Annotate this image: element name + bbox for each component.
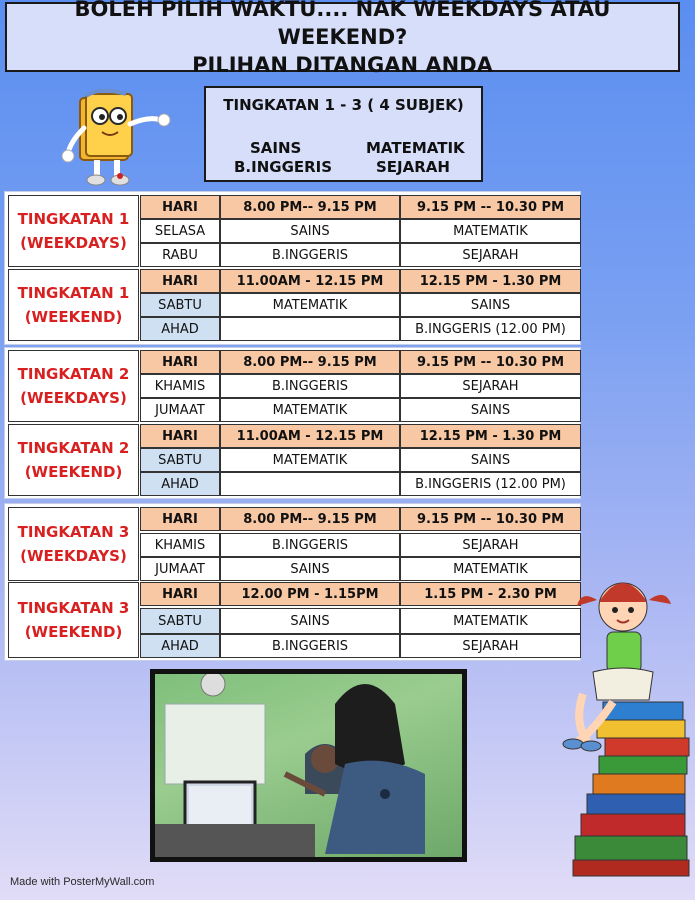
table-row: [140, 243, 581, 267]
table-header-row: [140, 582, 581, 606]
table-header-row: [140, 424, 581, 448]
subject-cell: [220, 472, 400, 496]
subject-binggeris: B.INGGERIS: [234, 158, 333, 176]
book-mascot-illustration: [58, 84, 183, 190]
subjects-header: TINGKATAN 1 - 3 ( 4 SUBJEK): [223, 96, 464, 114]
block-label-level: TINGKATAN 1: [17, 284, 130, 302]
subject-cell: B.INGGERIS: [220, 374, 400, 398]
header-slot-2: 12.15 PM - 1.30 PM: [400, 269, 581, 293]
day-cell: AHAD: [140, 317, 220, 341]
block-label-level: TINGKATAN 3: [17, 523, 130, 541]
table-row: [140, 472, 581, 496]
block-label-period: (WEEKEND): [24, 308, 123, 326]
poster-title: [5, 0, 680, 77]
table-header-row: [140, 507, 581, 531]
table-row: [140, 533, 581, 557]
subject-cell: SAINS: [400, 398, 581, 422]
subject-cell: SAINS: [220, 219, 400, 243]
tingkatan-1-panel: [5, 192, 580, 344]
header-slot-2: 12.15 PM - 1.30 PM: [400, 424, 581, 448]
table-row: [140, 557, 581, 581]
subject-cell: B.INGGERIS: [220, 533, 400, 557]
subject-cell: B.INGGERIS: [220, 634, 400, 658]
table-header-row: [140, 350, 581, 374]
subject-cell: SEJARAH: [400, 533, 581, 557]
table-row: [140, 448, 581, 472]
credit-text: Made with PosterMyWall.com: [10, 876, 155, 888]
header-slot-1: 8.00 PM-- 9.15 PM: [220, 350, 400, 374]
subject-cell: MATEMATIK: [220, 398, 400, 422]
day-cell: AHAD: [140, 634, 220, 658]
schedule-block: [6, 269, 581, 343]
header-slot-2: 1.15 PM - 2.30 PM: [400, 582, 581, 606]
title-line-2: PILIHAN DITANGAN ANDA: [192, 53, 493, 77]
subjects-box: [204, 86, 483, 182]
block-label: [8, 269, 139, 341]
photo-scene: [155, 674, 462, 857]
day-cell: JUMAAT: [140, 398, 220, 422]
block-label-level: TINGKATAN 3: [17, 599, 130, 617]
schedule-block: [6, 424, 581, 498]
table-row: [140, 219, 581, 243]
header-slot-1: 12.00 PM - 1.15PM: [220, 582, 400, 606]
header-hari: HARI: [140, 269, 220, 293]
subject-cell: SEJARAH: [400, 634, 581, 658]
title-line-1: BOLEH PILIH WAKTU.... NAK WEEKDAYS ATAU WEEKEND?: [74, 0, 611, 49]
subject-matematik: MATEMATIK: [366, 139, 465, 157]
subject-cell: B.INGGERIS (12.00 PM): [400, 472, 581, 496]
subject-cell: SEJARAH: [400, 243, 581, 267]
header-slot-2: 9.15 PM -- 10.30 PM: [400, 350, 581, 374]
classroom-photo: [150, 669, 467, 862]
day-cell: SABTU: [140, 608, 220, 634]
subject-cell: MATEMATIK: [400, 608, 581, 634]
header-hari: HARI: [140, 424, 220, 448]
tingkatan-3-panel: [5, 504, 580, 660]
subject-sains: SAINS: [250, 139, 302, 157]
header-slot-1: 11.00AM - 12.15 PM: [220, 424, 400, 448]
subject-cell: MATEMATIK: [220, 293, 400, 317]
table-header-row: [140, 269, 581, 293]
block-label-level: TINGKATAN 1: [17, 210, 130, 228]
block-label-period: (WEEKDAYS): [20, 234, 127, 252]
day-cell: RABU: [140, 243, 220, 267]
day-cell: AHAD: [140, 472, 220, 496]
header-slot-2: 9.15 PM -- 10.30 PM: [400, 195, 581, 219]
photo-illustration: [155, 674, 462, 857]
block-label-period: (WEEKDAYS): [20, 389, 127, 407]
subject-cell: SAINS: [220, 608, 400, 634]
subject-sejarah: SEJARAH: [376, 158, 450, 176]
day-cell: KHAMIS: [140, 374, 220, 398]
header-slot-2: 9.15 PM -- 10.30 PM: [400, 507, 581, 531]
block-label-period: (WEEKDAYS): [20, 547, 127, 565]
table-row: [140, 634, 581, 658]
schedule-block: [6, 582, 581, 658]
block-label-level: TINGKATAN 2: [17, 439, 130, 457]
subject-cell: MATEMATIK: [220, 448, 400, 472]
header-slot-1: 11.00AM - 12.15 PM: [220, 269, 400, 293]
subject-cell: SEJARAH: [400, 374, 581, 398]
block-label-period: (WEEKEND): [24, 623, 123, 641]
block-label: [8, 507, 139, 581]
block-label: [8, 582, 139, 658]
day-cell: JUMAAT: [140, 557, 220, 581]
header-hari: HARI: [140, 582, 220, 606]
subject-cell: SAINS: [400, 293, 581, 317]
girl-reading-on-books-illustration: [553, 562, 693, 880]
schedule-block: [6, 507, 581, 581]
header-slot-1: 8.00 PM-- 9.15 PM: [220, 507, 400, 531]
header-hari: HARI: [140, 195, 220, 219]
block-label: [8, 424, 139, 496]
header-hari: HARI: [140, 507, 220, 531]
block-label: [8, 195, 139, 267]
schedule-block: [6, 350, 581, 424]
schedule-block: [6, 195, 581, 269]
table-header-row: [140, 195, 581, 219]
subject-cell: SAINS: [220, 557, 400, 581]
block-label-period: (WEEKEND): [24, 463, 123, 481]
table-row: [140, 608, 581, 634]
subject-cell: SAINS: [400, 448, 581, 472]
day-cell: SABTU: [140, 293, 220, 317]
table-row: [140, 317, 581, 341]
subject-cell: MATEMATIK: [400, 219, 581, 243]
block-label-level: TINGKATAN 2: [17, 365, 130, 383]
table-row: [140, 374, 581, 398]
day-cell: SABTU: [140, 448, 220, 472]
day-cell: KHAMIS: [140, 533, 220, 557]
table-row: [140, 293, 581, 317]
block-label: [8, 350, 139, 422]
day-cell: SELASA: [140, 219, 220, 243]
subject-cell: B.INGGERIS: [220, 243, 400, 267]
header-hari: HARI: [140, 350, 220, 374]
subject-cell: B.INGGERIS (12.00 PM): [400, 317, 581, 341]
subject-cell: MATEMATIK: [400, 557, 581, 581]
subject-cell: [220, 317, 400, 341]
table-row: [140, 398, 581, 422]
tingkatan-2-panel: [5, 348, 580, 498]
header-slot-1: 8.00 PM-- 9.15 PM: [220, 195, 400, 219]
